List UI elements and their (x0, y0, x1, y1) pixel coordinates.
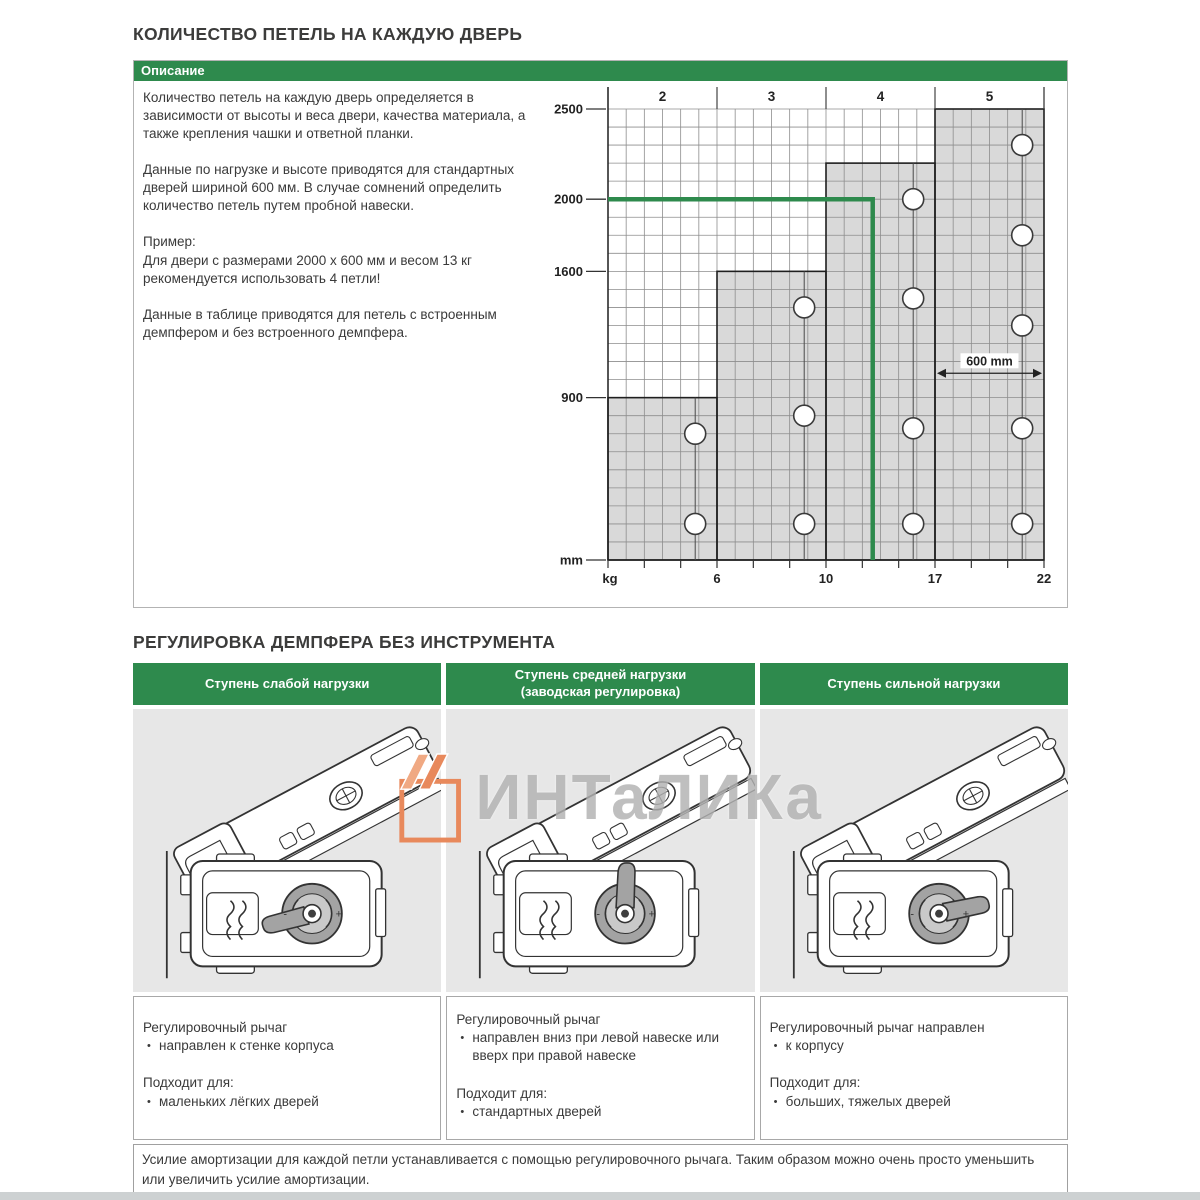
bullet-icon: • (147, 1040, 151, 1053)
fit-label: Подходит для: (456, 1085, 548, 1101)
table-footnote: Усилие амортизации для каждой петли устанавливается с помощью регулировочного рычага. Таким образом можно очень просто уменьшить или увеличить усилие амортизации. (133, 1144, 1068, 1200)
column-text-strong-load (760, 996, 1068, 1140)
svg-text:600 mm: 600 mm (966, 354, 1013, 369)
svg-text:3: 3 (767, 89, 776, 104)
svg-text:900: 900 (561, 390, 583, 406)
description-paragraph: Данные по нагрузке и высоте приводятся для стандартных дверей шириной 600 мм. В случае сомнений определить количество петель путем пробной навески. (143, 162, 515, 214)
fit-label: Подходит для: (769, 1075, 861, 1091)
description-paragraph: Количество петель на каждую дверь определяется в зависимости от высоты и веса двери, качества материала, а также крепления чашки и ответной планки. (143, 90, 526, 142)
svg-text:+: + (962, 908, 969, 921)
svg-text:+: + (649, 908, 656, 921)
column-header-strong-load: Ступень сильной нагрузки (760, 663, 1068, 705)
bullet-icon: • (773, 1095, 778, 1108)
description-box (133, 60, 1068, 608)
hinge-drawing (133, 709, 441, 992)
svg-text:17: 17 (927, 571, 943, 586)
svg-text:4: 4 (876, 89, 885, 104)
hinge-count-chart (553, 85, 1069, 606)
fit-detail: больших, тяжелых дверей (785, 1093, 951, 1109)
bullet-icon: • (773, 1040, 778, 1053)
svg-text:1600: 1600 (554, 263, 583, 279)
example-paragraph: Для двери с размерами 2000 x 600 мм и весом 13 кг рекомендуется использовать 4 петли! (143, 252, 472, 286)
hinge-illustration-strong-load (760, 709, 1068, 992)
section2-title: РЕГУЛИРОВКА ДЕМПФЕРА БЕЗ ИНСТРУМЕНТА (133, 632, 556, 652)
svg-text:-: - (910, 908, 914, 921)
hinge-drawing (446, 709, 754, 992)
svg-text:mm: mm (559, 552, 583, 568)
lever-detail: направлен вниз при левой навеске или вверх при правой навеске (472, 1030, 720, 1064)
lever-lead: Регулировочный рычаг (143, 1020, 288, 1035)
svg-text:6: 6 (713, 571, 721, 586)
description-box-header: Описание (134, 61, 1067, 81)
lever-detail: направлен к стенке корпуса (159, 1038, 334, 1054)
bullet-icon: • (147, 1095, 151, 1108)
svg-text:2500: 2500 (554, 101, 583, 117)
svg-text:-: - (596, 908, 601, 921)
svg-text:-: - (283, 908, 288, 921)
bullet-icon: • (460, 1105, 465, 1118)
fit-label: Подходит для: (143, 1075, 234, 1091)
svg-text:kg: kg (602, 571, 618, 586)
lever-detail: к корпусу (785, 1038, 844, 1054)
hinge-count-chart-svg (553, 85, 1069, 606)
lever-lead: Регулировочный рычаг направлен (769, 1020, 985, 1035)
bullet-icon: • (460, 1032, 465, 1045)
section1-title: КОЛИЧЕСТВО ПЕТЕЛЬ НА КАЖДУЮ ДВЕРЬ (133, 24, 523, 44)
damper-adjustment-table (133, 663, 1068, 1200)
svg-text:22: 22 (1036, 571, 1052, 586)
hinge-drawing (760, 709, 1068, 992)
fit-detail: стандартных дверей (472, 1103, 602, 1119)
example-label: Пример: (143, 234, 196, 250)
description-paragraph: Данные в таблице приводятся для петель с встроенным демпфером и без встроенного демпфера. (143, 306, 497, 340)
column-text-medium-load (446, 996, 754, 1140)
page-bottom-strip (0, 1192, 1200, 1200)
svg-text:2: 2 (658, 89, 667, 104)
column-text-weak-load (133, 996, 441, 1140)
svg-text:10: 10 (818, 571, 834, 586)
hinge-illustration-weak-load (133, 709, 441, 992)
svg-text:2000: 2000 (554, 191, 583, 207)
column-header-medium-load: Ступень средней нагрузки (заводская регулировка) (446, 663, 754, 705)
hinge-illustration-medium-load (446, 709, 754, 992)
column-header-weak-load: Ступень слабой нагрузки (133, 663, 441, 705)
svg-text:+: + (335, 908, 343, 921)
fit-detail: маленьких лёгких дверей (159, 1093, 319, 1109)
description-text (143, 89, 543, 360)
lever-lead: Регулировочный рычаг (456, 1012, 601, 1027)
svg-text:5: 5 (985, 89, 994, 104)
watermark-text: ИНТаЛИКа (475, 761, 823, 833)
